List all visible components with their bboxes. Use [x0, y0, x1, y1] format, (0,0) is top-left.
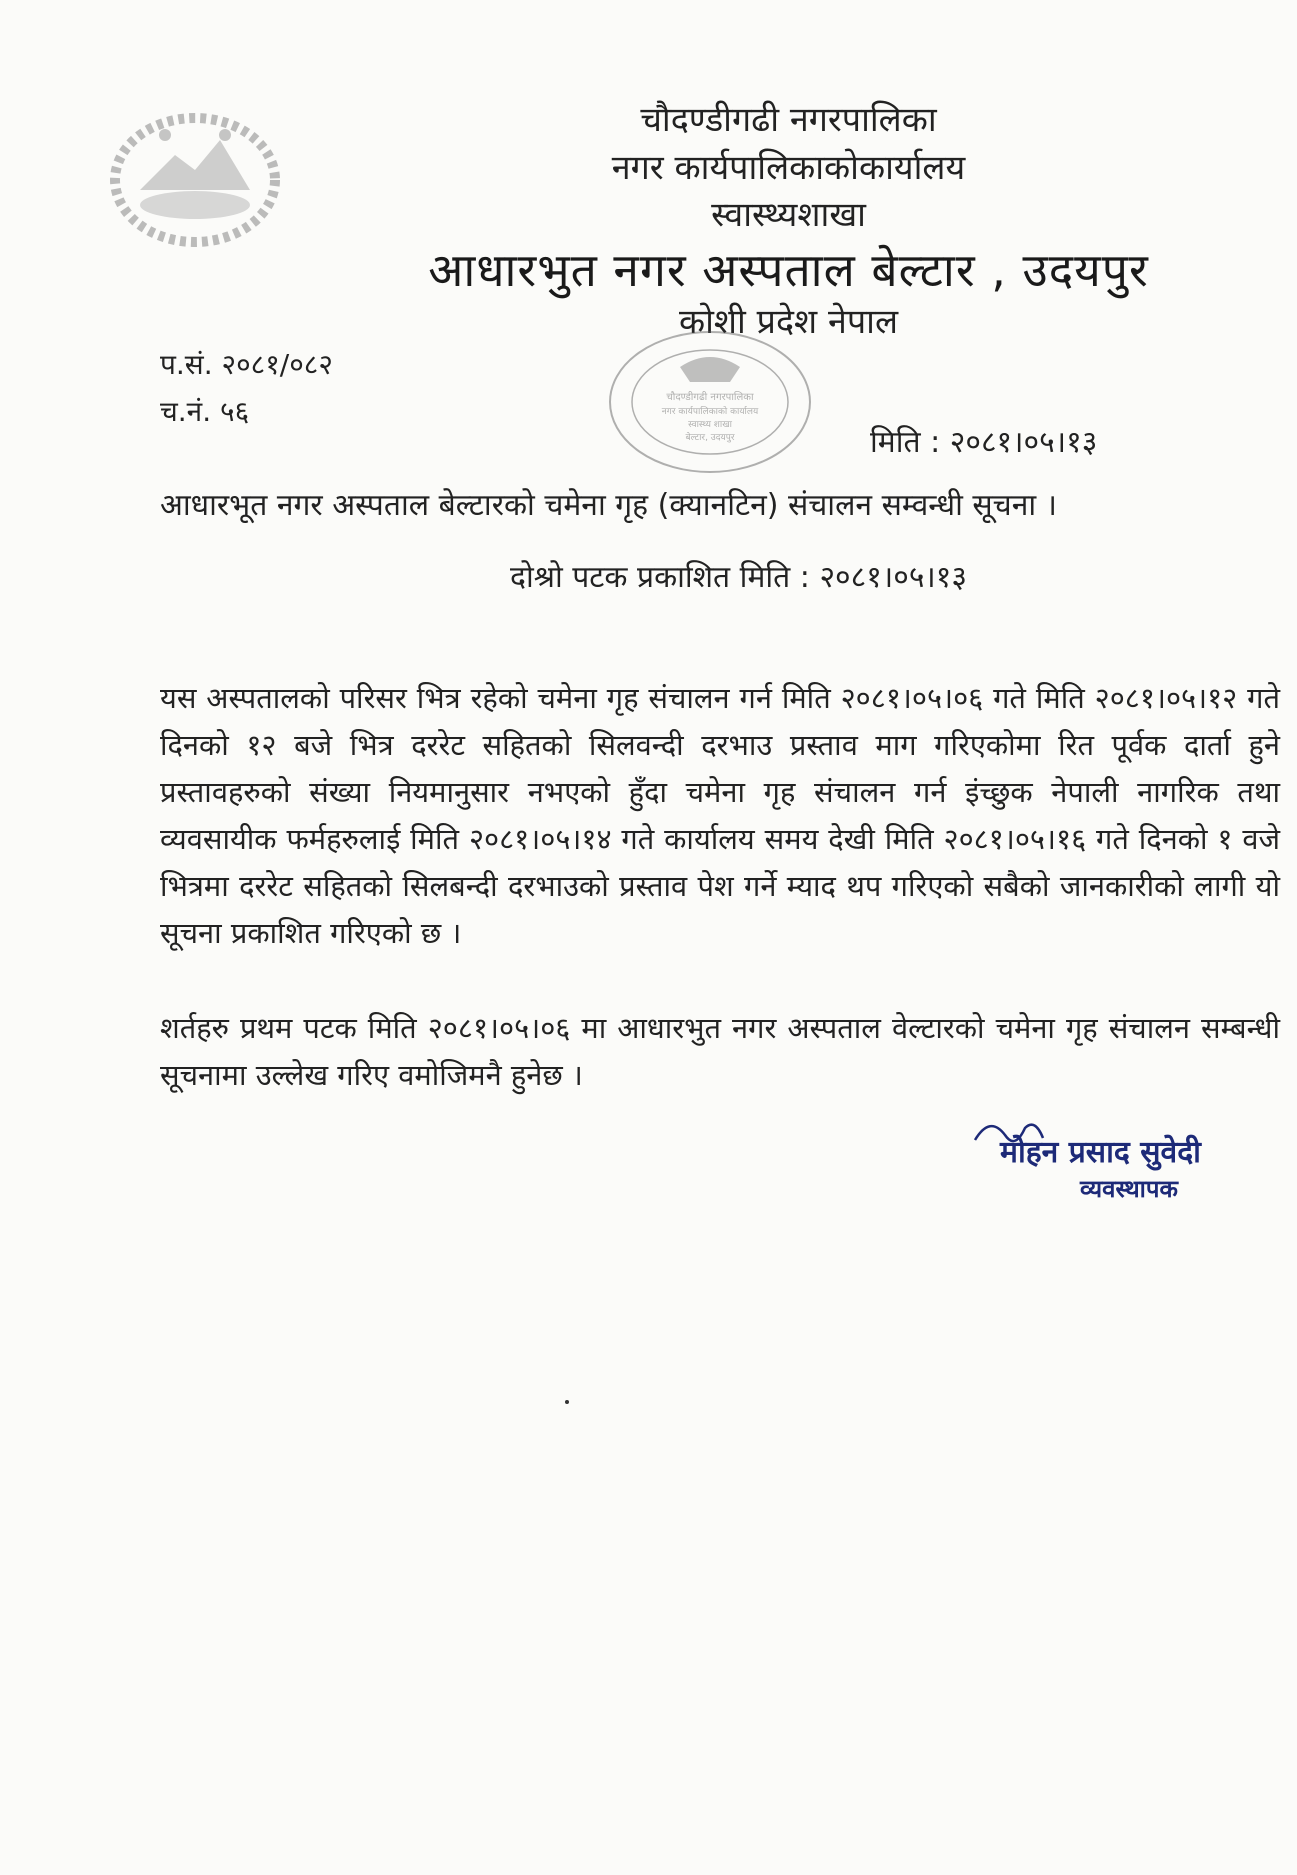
hospital-name: आधारभुत नगर अस्पताल बेल्टार , उदयपुर: [428, 243, 1149, 297]
svg-text:नगर कार्यपालिकाको कार्यालय: नगर कार्यपालिकाको कार्यालय: [661, 407, 759, 417]
svg-text:स्वास्थ्य शाखा: स्वास्थ्य शाखा: [688, 420, 732, 430]
notice-paragraph-1: यस अस्पतालको परिसर भित्र रहेको चमेना गृह संचालन गर्न मिति २०८१।०५।०६ गते मिति २०८१।०५।१२ गते दिनको १२ बजे भित्र दररेट सहितको सिलवन्दी दरभाउ प्रस्ताव माग गरिएकोमा रित पूर्वक दार्ता हुने प्रस्तावहरुको संख्या नियमानुसार नभएको हुँदा चमेना गृह संचालन गर्न इंच्छुक नेपाली नागरिक तथा व्यवसायीक फर्महरुलाई मिति २०८१।०५।१४ गते कार्यालय समय देखी मिति २०८१।०५।१६ गते दिनको १ वजे भित्रमा दररेट सहितको सिलबन्दी दरभाउको प्रस्ताव पेश गर्ने म्याद थप गरिएको सबैको जानकारीको लागी यो सूचना प्रकाशित गरिएको छ ।: [160, 681, 1280, 950]
branch-name: स्वास्थ्यशाखा: [711, 195, 866, 235]
dispatch-number: च.नं. ५६: [160, 395, 250, 428]
signatory-title: व्यवस्थापक: [1080, 1175, 1178, 1203]
notice-subject: आधारभूत नगर अस्पताल बेल्टारको चमेना गृह (क्यानटिन) संचालन सम्वन्धी सूचना ।: [160, 488, 1058, 523]
office-stamp: [600, 322, 820, 482]
signatory-name: मोहन प्रसाद सुवेदी: [1000, 1135, 1201, 1170]
province-name: कोशी प्रदेश नेपाल: [678, 302, 899, 342]
second-publication-date: दोश्रो पटक प्रकाशित मिति : २०८१।०५।१३: [510, 560, 967, 595]
svg-text:चौदण्डीगढी नगरपालिका: चौदण्डीगढी नगरपालिका: [666, 392, 754, 403]
svg-text:बेल्टार, उदयपुर: बेल्टार, उदयपुर: [685, 433, 735, 443]
letter-date: मिति : २०८१।०५।१३: [870, 425, 1098, 460]
notice-paragraph-2: शर्तहरु प्रथम पटक मिति २०८१।०५।०६ मा आधारभुत नगर अस्पताल वेल्टारको चमेना गृह संचालन सम्बन्धी सूचनामा उल्लेख गरिए वमोजिमनै हुनेछ ।: [160, 1011, 1280, 1092]
office-name: नगर कार्यपालिकाकोकार्यालय: [611, 148, 966, 188]
municipality-name: चौदण्डीगढी नगरपालिका: [640, 100, 937, 140]
stray-mark: [565, 1400, 569, 1404]
letter-number: प.सं. २०८१/०८२: [160, 348, 333, 381]
